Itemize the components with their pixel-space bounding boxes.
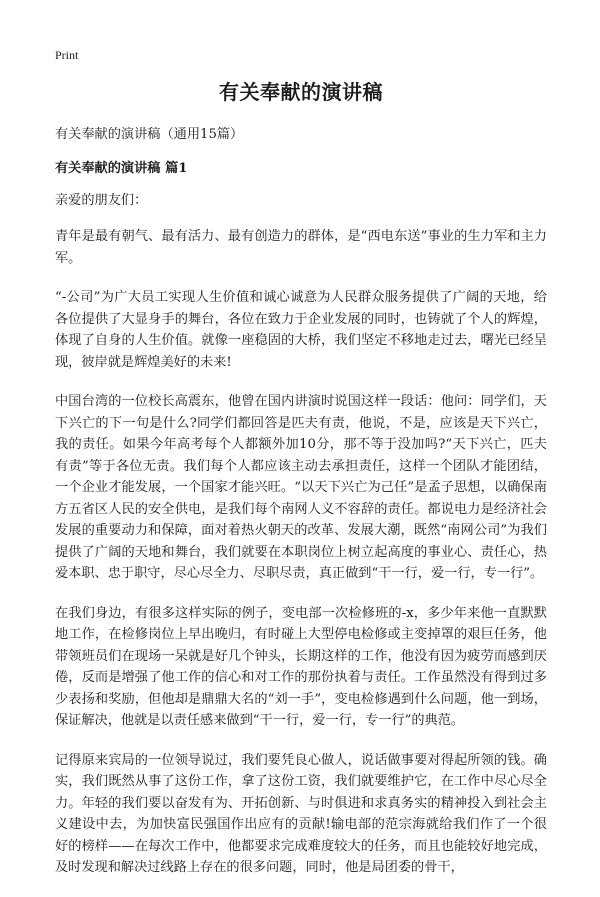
paragraph-3: 中国台湾的一位校长高震东，他曾在国内讲演时说国这样一段话：他问：同学们，天下兴亡的下一句是什么?同学们都回答是匹夫有责，他说，不是，应该是天下兴亡，我的责任。如果今年高考每个人都额外加10分，那不等于没加吗?“天下兴亡，匹夫有责”等于各位无责。我们每个人都应该主动去承担责任，这样一个团队才能团结，一个企业才能发展，一个国家才能兴旺。“以天下兴亡为己任”是孟子思想，以确保南方五省区人民的安全供电，是我们每个南网人义不容辞的责任。都说电力是经济社会发展的重要动力和保障，面对着热火朝天的改革、发展大潮，既然“南网公司”为我们提供了广阔的天地和舞台，我们就要在本职岗位上树立起高度的事业心、责任心，热爱本职、忠于职守，尽心尽全力、尽职尽责，真正做到“干一行，爱一行，专一行”。 [55, 394, 547, 581]
paragraph-1: 青年是最有朝气、最有活力、最有创造力的群体，是“西电东送”事业的生力军和主力军。 [55, 229, 547, 266]
greeting: 亲爱的朋友们： [55, 193, 148, 208]
paragraph-4: 在我们身边，有很多这样实际的例子，变电部一次检修班的-x，多少年来他一直默默地工作，在检修岗位上早出晚归，有时碰上大型停电检修或主变掉罩的艰巨任务，他带领班员们在现场一呆就是好几个钟头，长期这样的工作，他没有因为疲劳而感到厌倦，反而是增强了他工作的信心和对工作的那份执着与责任。工作虽然没有得到过多少表扬和奖励，但他却是鼎鼎大名的“刘一手”，变电检修遇到什么问题，他一到场，保证解决，他就是以责任感来做到“干一行，爱一行，专一行”的典范。 [55, 605, 547, 728]
paragraph-5: 记得原来宾局的一位领导说过，我们要凭良心做人，说话做事要对得起所领的钱。确实，我们既然从事了这份工作，拿了这份工资，我们就要维护它，在工作中尽心尽全力。年轻的我们要以奋发有为、开拓创新、与时俱进和求真务实的精神投入到社会主义建设中去，为加快富民强国作出应有的贡献!输电部的范宗海就给我们作了一个很好的榜样——在每次工作中，他都要求完成难度较大的任务，而且也能较好地完成，及时发现和解决过线路上存在的很多问题，同时，他是局团委的骨干， [55, 752, 547, 875]
paragraph-2: “-公司”为广大员工实现人生价值和诚心诚意为人民群众服务提供了广阔的天地，给各位提供了大显身手的舞台，各位在致力于企业发展的同时，也铸就了个人的辉煌，体现了自身的人生价值。就像一座稳固的大桥，我们坚定不移地走过去，曙光已经呈现，彼岸就是辉煌美好的未来! [55, 290, 547, 370]
print-link[interactable]: Print [55, 48, 79, 62]
section-heading: 有关奉献的演讲稿 篇1 [55, 161, 188, 176]
document-body [55, 78, 547, 897]
document-subtitle: 有关奉献的演讲稿（通用15篇） [55, 127, 244, 142]
document-title: 有关奉献的演讲稿 [219, 80, 383, 104]
